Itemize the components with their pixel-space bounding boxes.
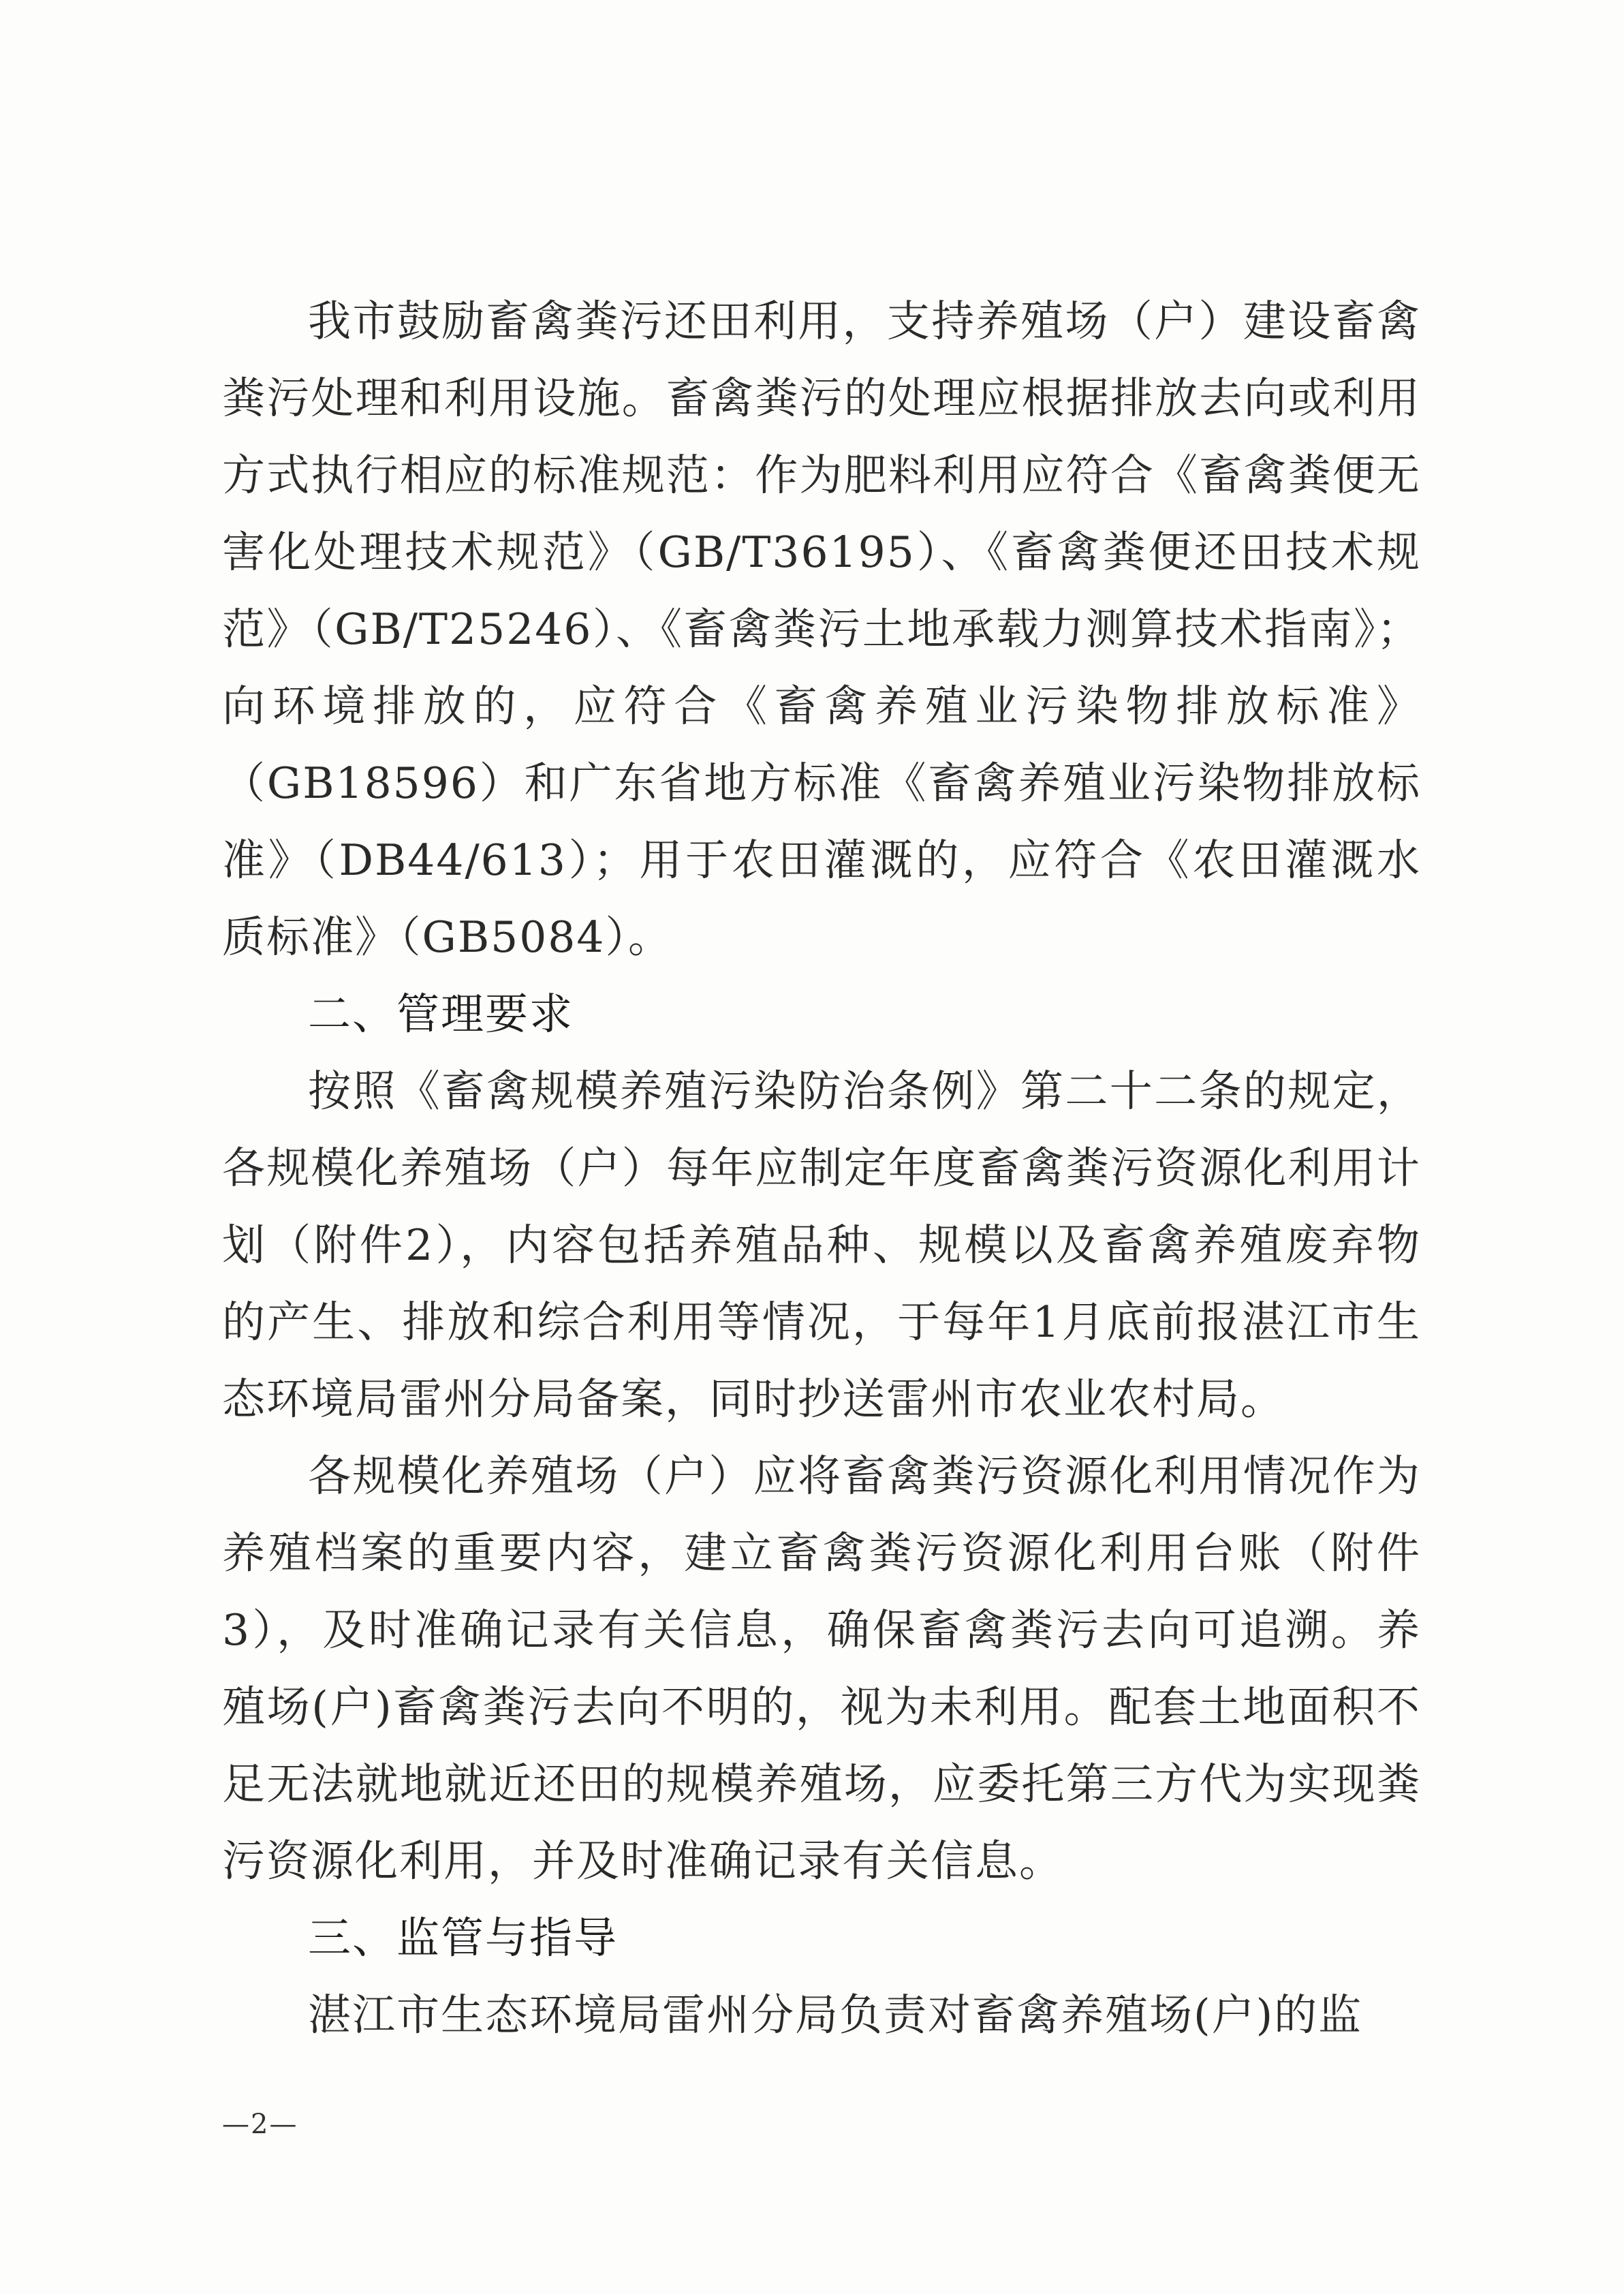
section-heading-supervision-guidance: 三、监管与指导 xyxy=(308,1913,618,1963)
document-body xyxy=(222,283,1421,2053)
paragraph-manure-standards: 我市鼓励畜禽粪污还田利用，支持养殖场（户）建设畜禽粪污处理和利用设施。畜禽粪污的处理应根据排放去向或利用方式执行相应的标准规范：作为肥料利用应符合《畜禽粪便无害化处理技术规范》（GB/T36195）、《畜禽粪便还田技术规范》（GB/T25246）、《畜禽粪污土地承载力测算技术指南》；向环境排放的，应符合《畜禽养殖业污染物排放标准》（GB18596）和广东省地方标准《畜禽养殖业污染物排放标准》（DB44/613）；用于农田灌溉的，应符合《农田灌溉水质标准》（GB5084）。 xyxy=(222,296,1421,962)
page-number: —2— xyxy=(222,2109,298,2140)
paragraph-supervision: 湛江市生态环境局雷州分局负责对畜禽养殖场(户)的监 xyxy=(308,1990,1363,2040)
paragraph-ledger-records: 各规模化养殖场（户）应将畜禽粪污资源化利用情况作为养殖档案的重要内容，建立畜禽粪污资源化利用台账（附件3），及时准确记录有关信息，确保畜禽粪污去向可追溯。养殖场(户)畜禽粪污去向不明的，视为未利用。配套土地面积不足无法就地就近还田的规模养殖场，应委托第三方代为实现粪污资源化利用，并及时准确记录有关信息。 xyxy=(222,1451,1421,1886)
section-heading-management-requirements: 二、管理要求 xyxy=(308,989,574,1039)
paragraph-annual-plan: 按照《畜禽规模养殖污染防治条例》第二十二条的规定，各规模化养殖场（户）每年应制定年度畜禽粪污资源化利用计划（附件2），内容包括养殖品种、规模以及畜禽养殖废弃物的产生、排放和综合利用等情况，于每年1月底前报湛江市生态环境局雷州分局备案，同时抄送雷州市农业农村局。 xyxy=(222,1066,1421,1424)
